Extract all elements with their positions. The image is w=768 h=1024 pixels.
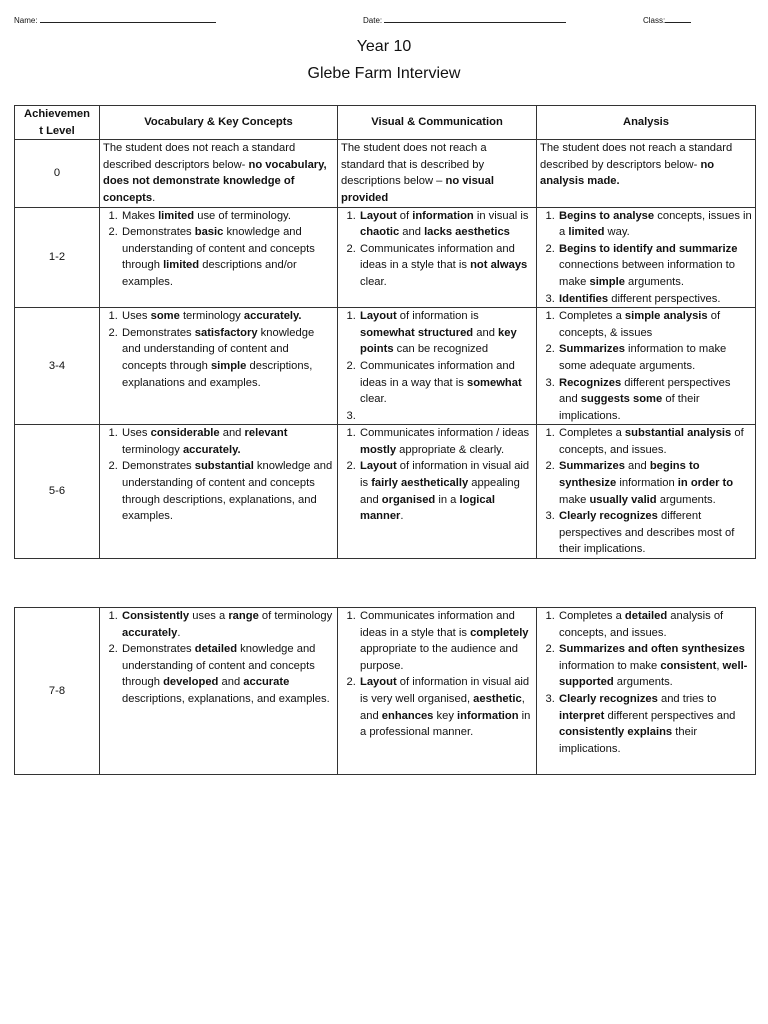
list-item: 2. Layout of information in visual aid is fairly aesthetically appealing and organised in a logical manner. [359, 458, 533, 524]
level-cell: 1-2 [15, 207, 100, 308]
class-label: Class: [643, 16, 666, 25]
header-vocabulary: Vocabulary & Key Concepts [100, 106, 338, 140]
list-item: 2. Summarizes and often synthesizes information to make consistent, well-supported arguments. [558, 641, 752, 691]
list-item: 1. Communicates information / ideas mostly appropriate & clearly. [359, 425, 533, 458]
list-item: 1. Makes limited use of terminology. [121, 208, 334, 225]
list-item: 1. Begins to analyse concepts, issues in a limited way. [558, 208, 752, 241]
list-item: 3. Clearly recognizes different perspectives and describes most of their implications. [558, 508, 752, 558]
list-item: 1. Completes a detailed analysis of concepts, and issues. [558, 608, 752, 641]
analysis-cell: The student does not reach a standard described by descriptors below- no analysis made. [537, 140, 756, 207]
level-cell: 7-8 [15, 608, 100, 775]
vocab-cell [100, 425, 338, 559]
list-item: 2. Demonstrates substantial knowledge and understanding of content and concepts through descriptions, explanations, and examples. [121, 458, 334, 524]
vocab-cell [100, 308, 338, 425]
list-item [359, 408, 533, 425]
list-item: 1. Consistently uses a range of terminology accurately. [121, 608, 334, 641]
date-blank-line [384, 14, 566, 23]
level-cell: 3-4 [15, 308, 100, 425]
list-item: 2. Communicates information and ideas in a way that is somewhat clear. [359, 358, 533, 408]
visual-cell [338, 308, 537, 425]
vocab-cell [100, 207, 338, 308]
rubric-table-levels-0-6 [14, 105, 756, 559]
header-visual: Visual & Communication [338, 106, 537, 140]
visual-cell [338, 207, 537, 308]
list-item: 2. Summarizes information to make some adequate arguments. [558, 341, 752, 374]
visual-cell [338, 425, 537, 559]
name-field[interactable] [14, 14, 216, 25]
table-row-level-5-6 [15, 425, 756, 559]
table-row-level-3-4 [15, 308, 756, 425]
level-cell: 5-6 [15, 425, 100, 559]
list-item: 2. Demonstrates basic knowledge and understanding of content and concepts through limited descriptions and/or examples. [121, 224, 334, 290]
list-item: 1. Uses considerable and relevant terminology accurately. [121, 425, 334, 458]
analysis-cell [537, 308, 756, 425]
header-achievement-level: Achievemen t Level [15, 106, 100, 140]
rubric-table-level-7-8 [14, 607, 756, 775]
level-cell: 0 [15, 140, 100, 207]
list-item: 3. Recognizes different perspectives and suggests some of their implications. [558, 375, 752, 425]
name-label: Name: [14, 16, 38, 25]
table-row-level-7-8 [15, 608, 756, 775]
table-row-level-0 [15, 140, 756, 207]
date-field[interactable] [363, 14, 566, 25]
vocab-cell: The student does not reach a standard described descriptors below- no vocabulary, does not demonstrate knowledge of concepts. [100, 140, 338, 207]
list-item: 1. Completes a substantial analysis of concepts, and issues. [558, 425, 752, 458]
list-item: 1. Uses some terminology accurately. [121, 308, 334, 325]
list-item: 2. Summarizes and begins to synthesize information in order to make usually valid arguments. [558, 458, 752, 508]
analysis-cell [537, 207, 756, 308]
document-title: Glebe Farm Interview [307, 65, 461, 82]
visual-cell [338, 608, 537, 775]
class-field[interactable] [643, 14, 691, 25]
list-item: 2. Communicates information and ideas in a style that is not always clear. [359, 241, 533, 291]
list-item: 3. Clearly recognizes and tries to interpret different perspectives and consistently explains their implications. [558, 691, 752, 757]
list-item: 2. Demonstrates satisfactory knowledge and understanding of content and concepts through simple descriptions, explanations and examples. [121, 325, 334, 391]
table-header-row [15, 106, 756, 140]
list-item: 1. Layout of information in visual is chaotic and lacks aesthetics [359, 208, 533, 241]
document-title-year: Year 10 [356, 38, 412, 55]
analysis-cell [537, 608, 756, 775]
date-label: Date: [363, 16, 383, 25]
header-analysis: Analysis [537, 106, 756, 140]
analysis-cell [537, 425, 756, 559]
list-item: 2. Layout of information in visual aid is very well organised, aesthetic, and enhances key information in a professional manner. [359, 674, 533, 740]
list-item: 3. Identifies different perspectives. [558, 291, 752, 308]
list-item: 1. Completes a simple analysis of concepts, & issues [558, 308, 752, 341]
list-item: 1. Layout of information is somewhat structured and key points can be recognized [359, 308, 533, 358]
header-fields [0, 14, 768, 28]
list-item: 2. Demonstrates detailed knowledge and understanding of content and concepts through developed and accurate descriptions, explanations, and examples. [121, 641, 334, 707]
list-item: 2. Begins to identify and summarize connections between information to make simple arguments. [558, 241, 752, 291]
list-item: 1. Communicates information and ideas in a style that is completely appropriate to the audience and purpose. [359, 608, 533, 674]
vocab-cell [100, 608, 338, 775]
name-blank-line [40, 14, 216, 23]
class-blank-line [665, 14, 691, 23]
visual-cell: The student does not reach a standard that is described by descriptions below – no visual provided [338, 140, 537, 207]
table-row-level-1-2 [15, 207, 756, 308]
